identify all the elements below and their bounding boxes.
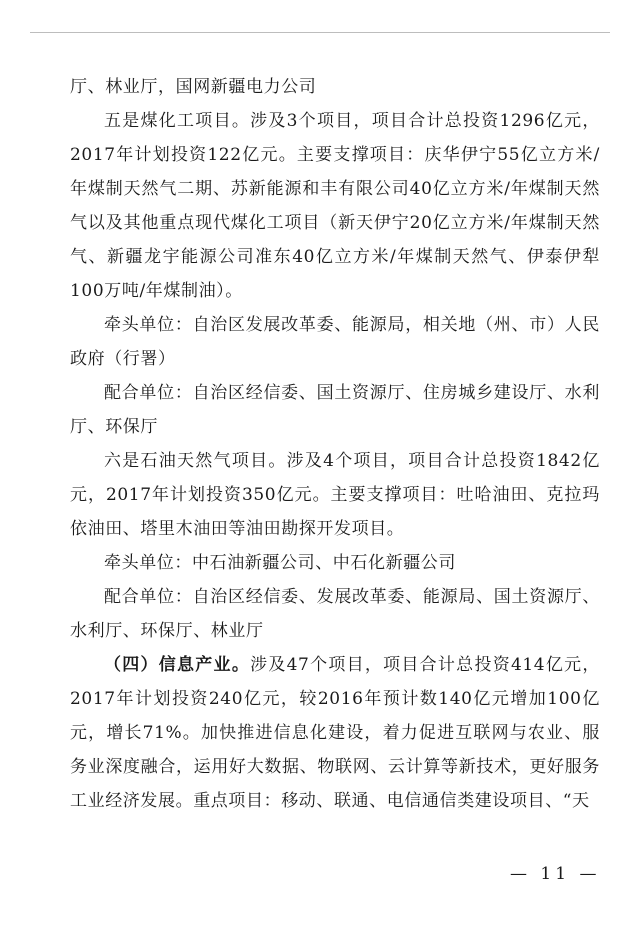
paragraph-support-unit-oil: 配合单位：自治区经信委、发展改革委、能源局、国土资源厅、水利厅、环保厅、林业厅	[70, 587, 600, 641]
body-text	[70, 70, 600, 818]
paragraph-continuation: 厅、林业厅，国网新疆电力公司	[70, 77, 317, 97]
paragraph-support-unit-coal: 配合单位：自治区经信委、国土资源厅、住房城乡建设厅、水利厅、环保厅	[70, 383, 600, 437]
page-number: — 11 —	[510, 864, 601, 884]
paragraph-lead-unit-oil: 牵头单位：中石油新疆公司、中石化新疆公司	[104, 553, 456, 573]
header-rule	[30, 32, 610, 33]
paragraph-information-industry	[70, 648, 600, 818]
section-body: 涉及47个项目，项目合计总投资414亿元，2017年计划投资240亿元，较2016年预计数140亿元增加100亿元，增长71%。加快推进信息化建设，着力促进互联网与农业、服务业深度融合，运用好大数据、物联网、云计算等新技术，更好服务工业经济发展。重点项目：移动、联通、电信通信类建设项目、“天	[70, 655, 600, 811]
section-heading: （四）信息产业。	[104, 655, 251, 675]
paragraph-coal-chemical: 五是煤化工项目。涉及3个项目，项目合计总投资1296亿元，2017年计划投资122亿元。主要支撑项目：庆华伊宁55亿立方米/年煤制天然气二期、苏新能源和丰有限公司40亿立方米/年煤制天然气以及其他重点现代煤化工项目（新天伊宁20亿立方米/年煤制天然气、新疆龙宇能源公司准东40亿立方米/年煤制天然气、伊泰伊犁100万吨/年煤制油）。	[70, 111, 600, 301]
paragraph-oil-gas: 六是石油天然气项目。涉及4个项目，项目合计总投资1842亿元，2017年计划投资350亿元。主要支撑项目：吐哈油田、克拉玛依油田、塔里木油田等油田勘探开发项目。	[70, 451, 600, 539]
paragraph-lead-unit-coal: 牵头单位：自治区发展改革委、能源局，相关地（州、市）人民政府（行署）	[70, 315, 600, 369]
